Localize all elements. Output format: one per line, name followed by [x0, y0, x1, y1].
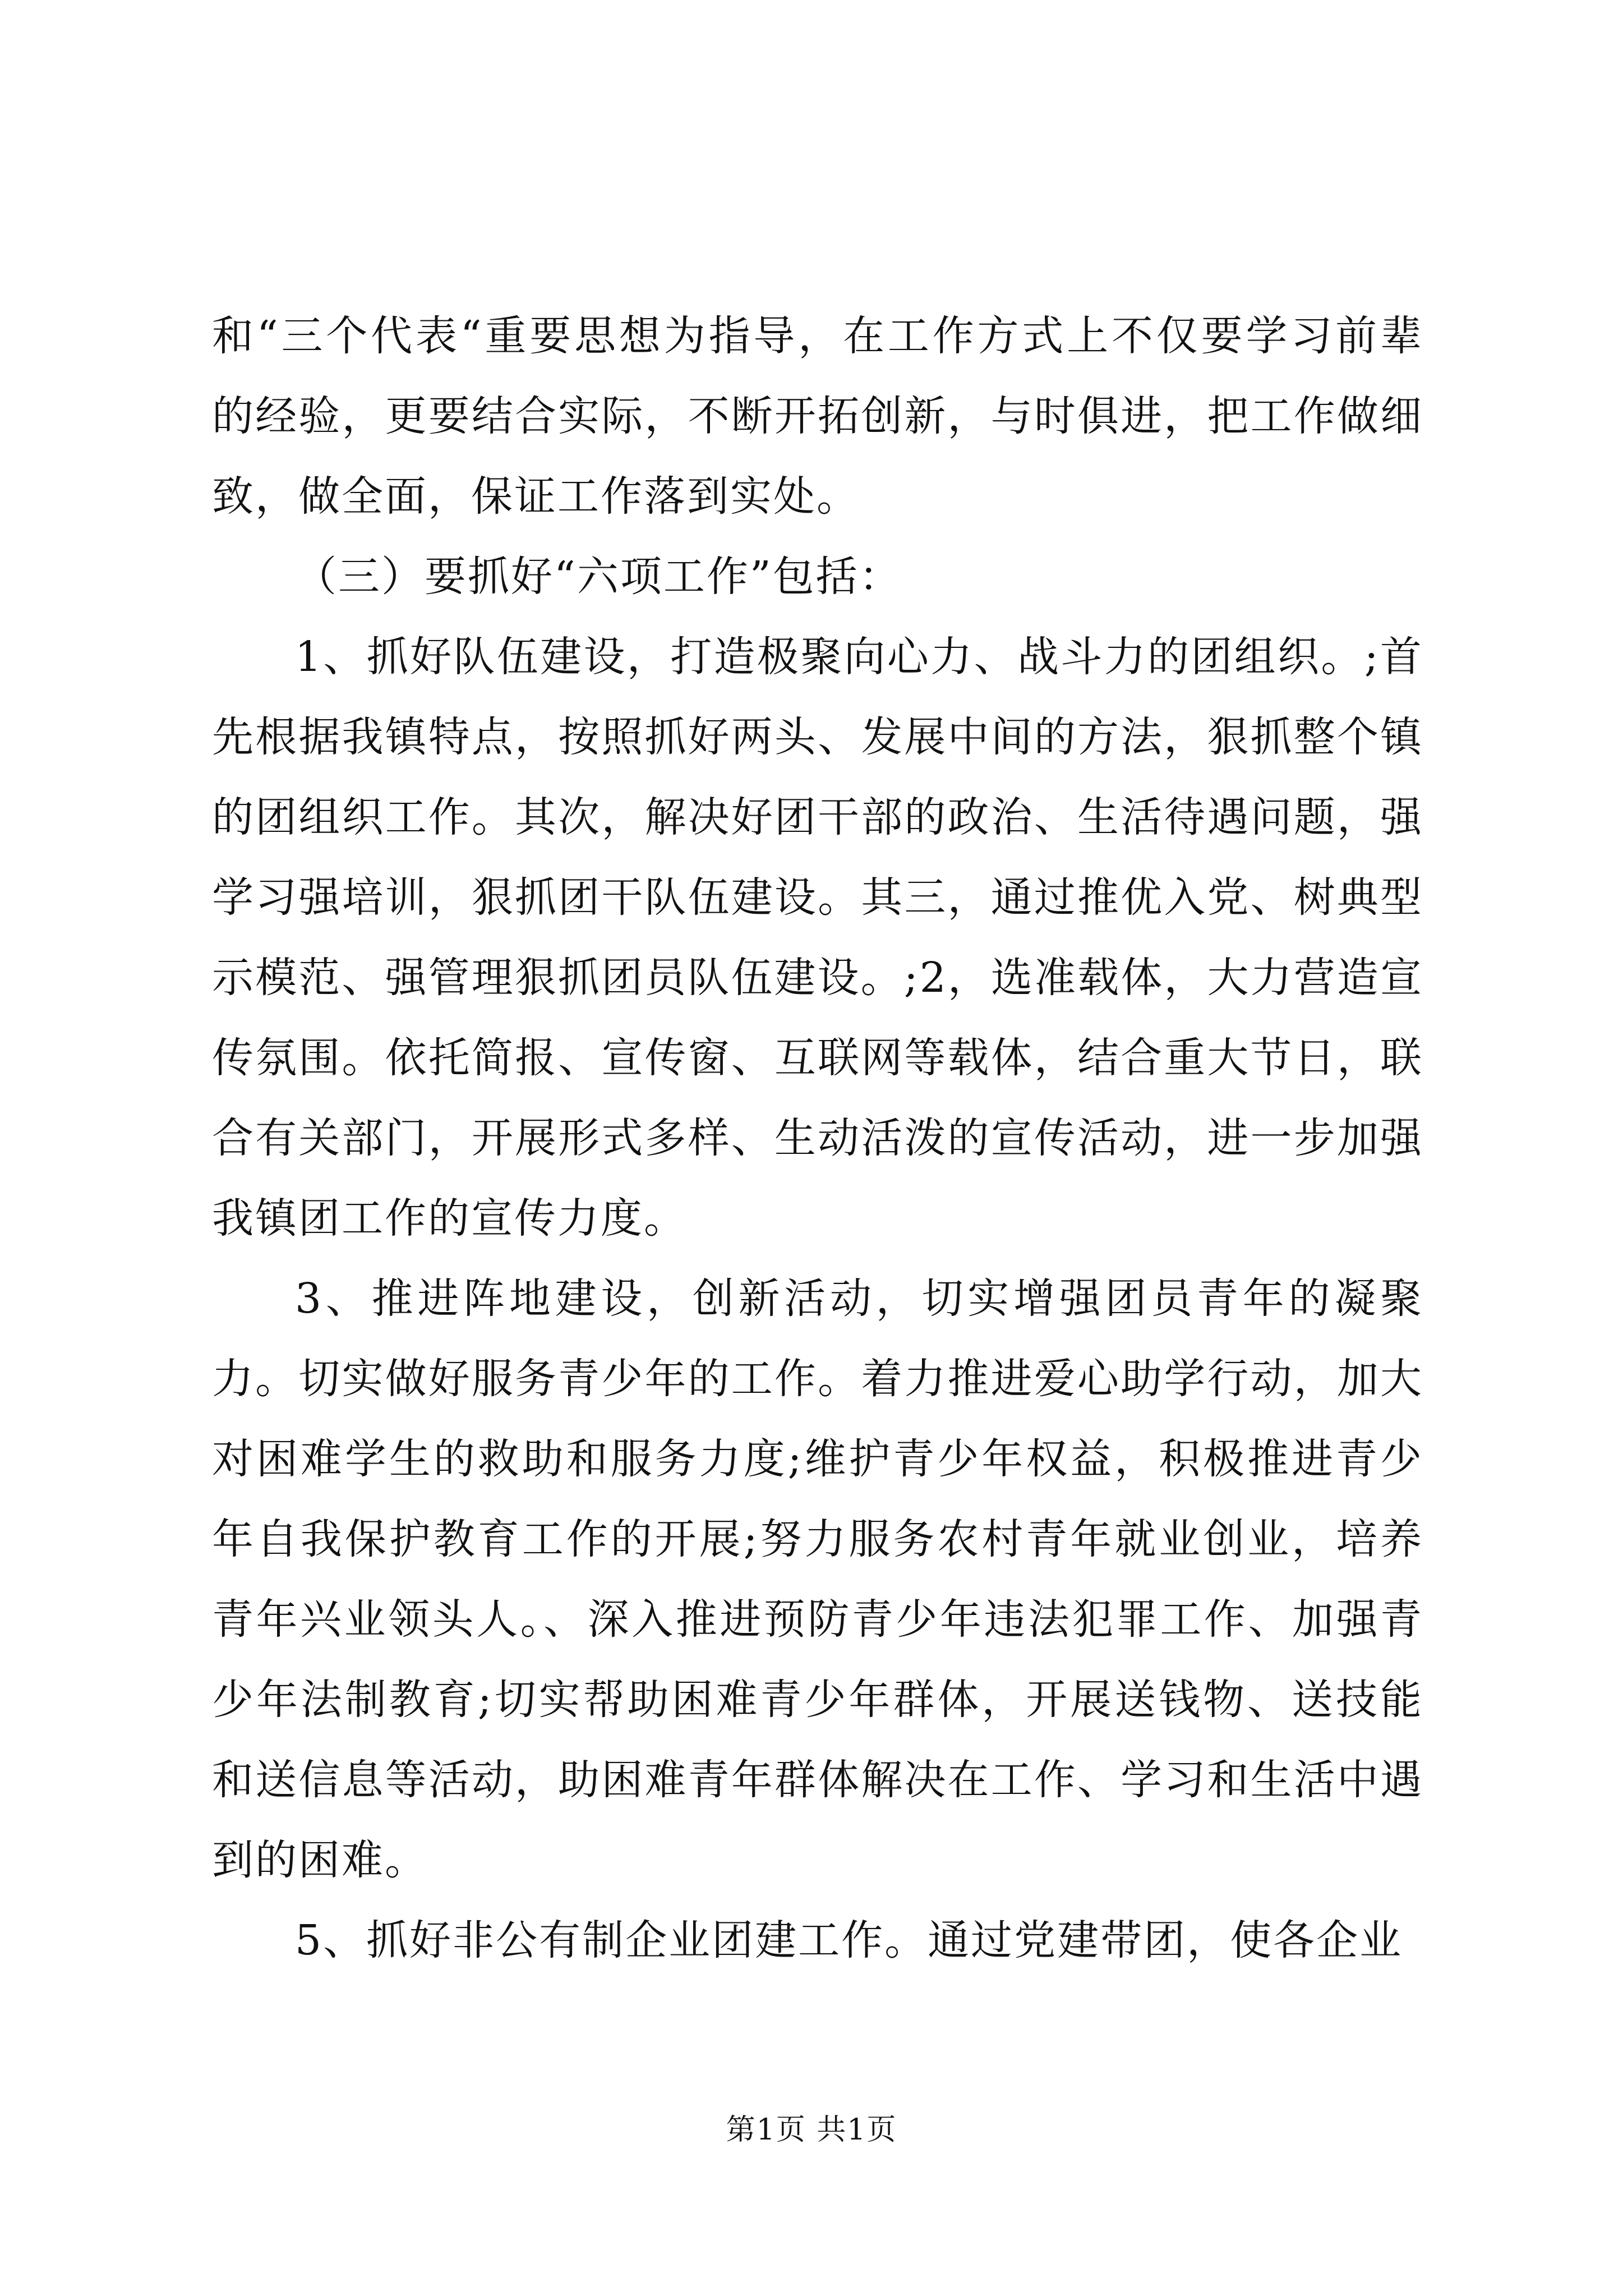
paragraph-continuation: 和“三个代表“重要思想为指导，在工作方式上不仅要学习前辈的经验，更要结合实际，不断开拓创新，与时俱进，把工作做细致，做全面，保证工作落到实处。	[212, 312, 1423, 521]
paragraph-section-heading: （三）要抓好“六项工作”包括：	[295, 553, 902, 601]
paragraph-item-5: 5、抓好非公有制企业团建工作。通过党建带团，使各企业	[295, 1916, 1403, 1964]
document-body	[212, 296, 1423, 1981]
paragraph-item-1: 1、抓好队伍建设，打造极聚向心力、战斗力的团组织。;首先根据我镇特点，按照抓好两头、发展中间的方法，狠抓整个镇的团组织工作。其次，解决好团干部的政治、生活待遇问题，强学习强培训，狠抓团干队伍建设。其三，通过推优入党、树典型示模范、强管理狠抓团员队伍建设。;2，选准载体，大力营造宣传氛围。依托简报、宣传窗、互联网等载体，结合重大节日，联合有关部门，开展形式多样、生动活泼的宣传活动，进一步加强我镇团工作的宣传力度。	[212, 633, 1423, 1243]
paragraph-item-3: 3、推进阵地建设，创新活动，切实增强团员青年的凝聚力。切实做好服务青少年的工作。着力推进爱心助学行动，加大对困难学生的救助和服务力度;维护青少年权益，积极推进青少年自我保护教育工作的开展;努力服务农村青年就业创业，培养青年兴业领头人。、深入推进预防青少年违法犯罪工作、加强青少年法制教育;切实帮助困难青少年群体，开展送钱物、送技能和送信息等活动，助困难青年群体解决在工作、学习和生活中遇到的困难。	[212, 1274, 1423, 1884]
page-footer: 第1页 共1页	[726, 2113, 897, 2147]
